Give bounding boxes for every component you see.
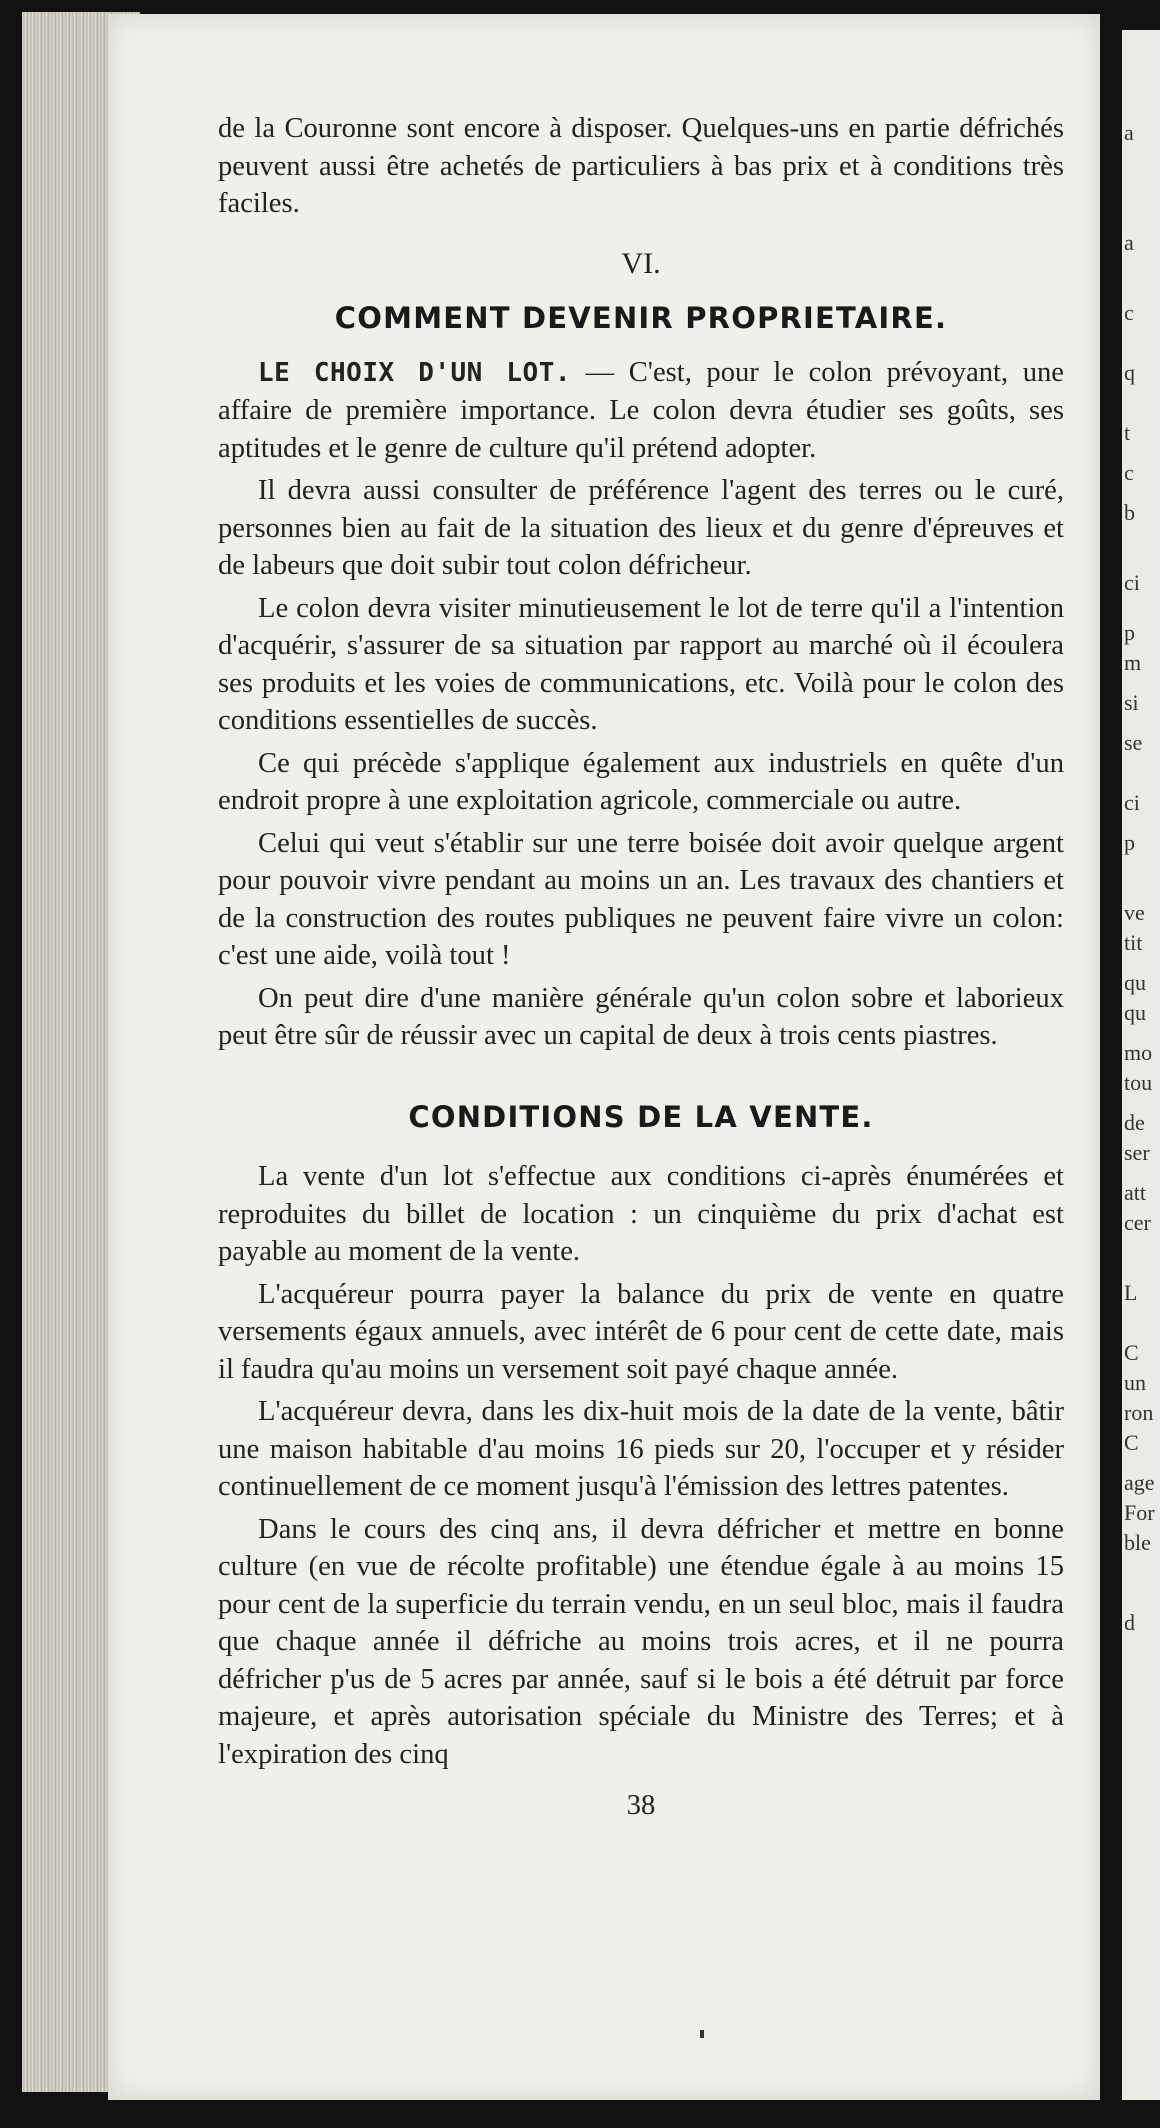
paragraph: Il devra aussi consulter de préférence l'agent des terres ou le curé, personnes bien au fait de la situation des lieux et du genre d'épreuves et de labeurs que doit subir tout colon défricheur. — [218, 475, 1064, 581]
facing-page-fragment: ble — [1124, 1530, 1151, 1555]
facing-page-fragment: p — [1124, 830, 1135, 855]
facing-page-fragment: c — [1124, 300, 1134, 325]
facing-page-fragment: cer — [1124, 1210, 1151, 1235]
section-number: VI. — [621, 246, 661, 280]
facing-page-fragment: b — [1124, 500, 1135, 525]
page-number: 38 — [626, 1790, 656, 1821]
facing-page-fragment: qu — [1124, 970, 1146, 995]
paragraph: La vente d'un lot s'effectue aux conditions ci-après énumérées et reproduites du billet de location : un cinquième du prix d'achat est payable au moment de la vente. — [218, 1161, 1064, 1267]
facing-page-edge — [1122, 30, 1160, 2100]
facing-page-fragment: ron — [1124, 1400, 1154, 1425]
facing-page-fragment: se — [1124, 730, 1143, 755]
paragraph: de la Couronne sont encore à disposer. Quelques-uns en partie défrichés peuvent aussi être achetés de particuliers à bas prix et à conditions très faciles. — [218, 113, 1064, 219]
facing-page-fragment: mo — [1124, 1040, 1153, 1065]
paragraph: On peut dire d'une manière générale qu'un colon sobre et laborieux peut être sûr de réussir avec un capital de deux à trois cents piastres. — [218, 982, 1064, 1051]
paragraph: Ce qui précède s'applique également aux industriels en quête d'un endroit propre à une exploitation agricole, commerciale ou autre. — [218, 747, 1064, 816]
page-text — [218, 110, 1064, 1825]
facing-page-fragment: C — [1124, 1340, 1139, 1365]
facing-page-fragment: qu — [1124, 1000, 1146, 1025]
scan-speck — [700, 2030, 704, 2038]
facing-page-fragment: q — [1124, 360, 1135, 385]
facing-page-fragment: de — [1124, 1110, 1145, 1135]
facing-page-fragment: p — [1124, 620, 1135, 645]
facing-page-fragment: ci — [1124, 790, 1140, 815]
paragraph: Celui qui veut s'établir sur une terre boisée doit avoir quelque argent pour pouvoir vivre pendant au moins un an. Les travaux des chantiers et de la construction des routes publiques ne peuvent faire vivre un colon: c'est une aide, voilà tout ! — [218, 827, 1064, 971]
run-in-title: LE CHOIX D'UN LOT. — [258, 357, 571, 388]
facing-page-fragment: age — [1124, 1470, 1155, 1495]
paragraph: L'acquéreur pourra payer la balance du prix de vente en quatre versements égaux annuels, avec intérêt de 6 pour cent de cette date, mais il faudra qu'au moins un versement soit payé chaque année. — [218, 1278, 1064, 1385]
facing-page-fragment: C — [1124, 1430, 1139, 1455]
facing-page-fragment: t — [1124, 420, 1131, 445]
facing-page-fragment: si — [1124, 690, 1139, 715]
section-heading: COMMENT DEVENIR PROPRIETAIRE. — [334, 301, 948, 335]
facing-page-fragment: tou — [1124, 1070, 1153, 1095]
facing-page-fragment: tit — [1124, 930, 1143, 955]
paragraph: Dans le cours des cinq ans, il devra défricher et mettre en bonne culture (en vue de récolte profitable) une étendue égale à au moins 15 pour cent de la superficie du terrain vendu, en un seul bloc, mais il faudra que chaque année il défriche au moins trois acres, et il ne pourra défricher p'us de 5 acres par année, sauf si le bois a été détruit par force majeure, et après autorisation spéciale du Ministre des Terres; et à l'expiration des cinq — [218, 1513, 1064, 1770]
paragraph — [218, 354, 1064, 468]
facing-page-fragment: L — [1124, 1280, 1138, 1305]
facing-page-fragment: c — [1124, 460, 1134, 485]
facing-page-fragment: ve — [1124, 900, 1145, 925]
facing-page-fragment: a — [1124, 230, 1134, 255]
section-heading: CONDITIONS DE LA VENTE. — [408, 1099, 874, 1134]
facing-page-fragment: m — [1124, 650, 1142, 675]
paragraph: Le colon devra visiter minutieusement le lot de terre qu'il a l'intention d'acquérir, s'assurer de sa situation par rapport au marché où il écoulera ses produits et les voies de communications, etc. Voilà pour le colon des conditions essentielles de succès. — [218, 592, 1064, 736]
facing-page-fragment: For — [1124, 1500, 1155, 1525]
paragraph-text: — C'est, pour le colon prévoyant, une affaire de première importance. Le colon devra étudier ses goûts, ses aptitudes et le genre de culture qu'il prétend adopter. — [218, 356, 1064, 464]
facing-page-fragment: att — [1124, 1180, 1146, 1205]
facing-page-fragment: ser — [1124, 1140, 1150, 1165]
facing-page-fragment: a — [1124, 120, 1134, 145]
facing-page-fragment: ci — [1124, 570, 1140, 595]
facing-page-fragment: un — [1124, 1370, 1146, 1395]
paragraph: L'acquéreur devra, dans les dix-huit mois de la date de la vente, bâtir une maison habitable d'au moins 16 pieds sur 20, l'occuper et y résider continuellement de ce moment jusqu'à l'émission des lettres patentes. — [218, 1396, 1064, 1502]
facing-page-fragment: d — [1124, 1610, 1135, 1635]
